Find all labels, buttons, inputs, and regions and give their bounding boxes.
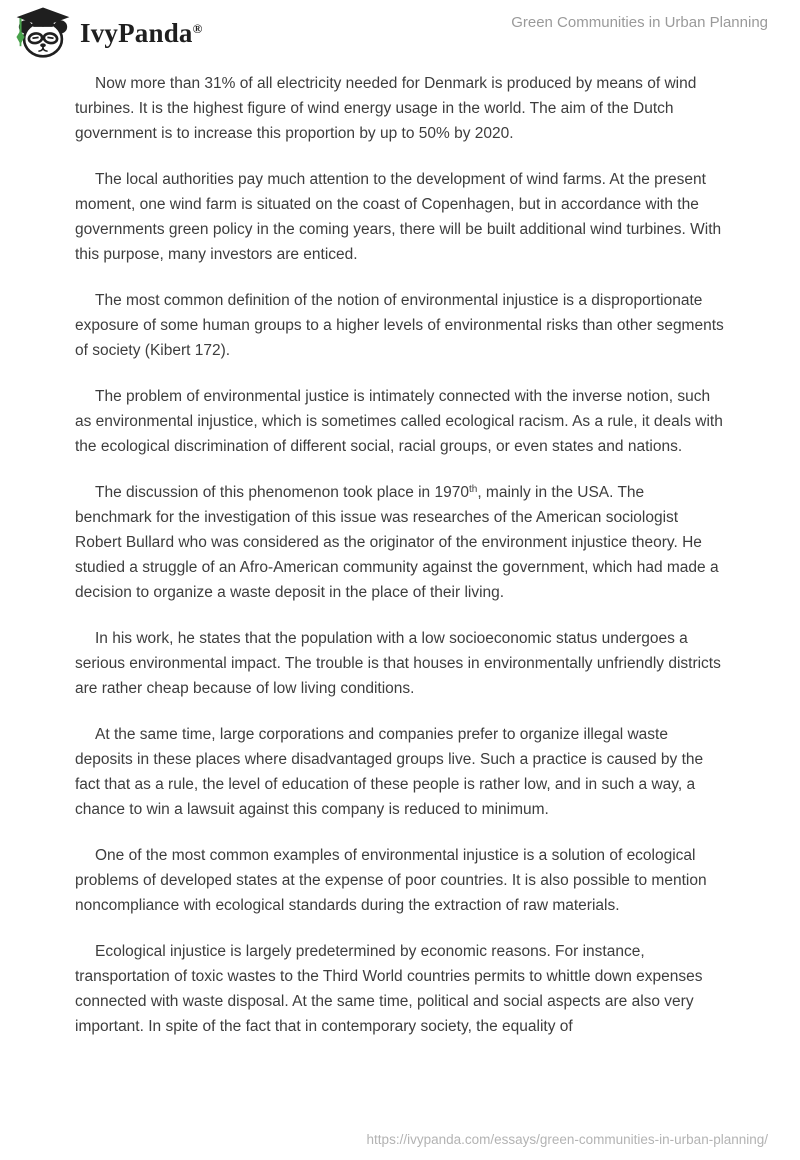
paragraph-5-text-before: The discussion of this phenomenon took place in 1970 [95, 484, 469, 501]
paragraph-3: The most common definition of the notion of environmental injustice is a disproportionate exposure of some human groups to a higher levels of environmental risks than other segments of society (Kibert 172). [75, 292, 724, 359]
paragraph-8: One of the most common examples of environmental injustice is a solution of ecological problems of developed states at the expense of poor countries. It is also possible to mention noncompliance with ecological standards during the extraction of raw materials. [75, 847, 707, 914]
brand-name [80, 17, 203, 48]
brand-text: IvyPanda [80, 17, 193, 48]
panda-graduate-icon [14, 5, 72, 61]
paragraph-1: Now more than 31% of all electricity needed for Denmark is produced by means of wind turbines. It is the highest figure of wind energy usage in the world. The aim of the Dutch government is to increase this proportion by up to 50% by 2020. [75, 75, 697, 142]
paragraph-4: The problem of environmental justice is intimately connected with the inverse notion, such as environmental injustice, which is sometimes called ecological racism. As a rule, it deals with the ecological discrimination of different social, racial groups, or even states and nations. [75, 388, 723, 455]
source-url: https://ivypanda.com/essays/green-communities-in-urban-planning/ [366, 1132, 768, 1147]
paragraph-7: At the same time, large corporations and companies prefer to organize illegal waste deposits in these places where disadvantaged groups live. Such a practice is caused by the fact that as a rule, the level of education of these people is rather low, and in such a way, a chance to win a lawsuit against this company is reduced to minimum. [75, 726, 704, 818]
paragraph-5-text-after: , mainly in the USA. The benchmark for the investigation of this issue was researches of the American sociologist Robert Bullard who was considered as the originator of the environment injustice theory. He studied a struggle of an Afro-American community against the government, which had made a decision to organize a waste deposit in the place of their living. [75, 484, 719, 601]
paragraph-9: Ecological injustice is largely predetermined by economic reasons. For instance, transportation of toxic wastes to the Third World countries permits to whittle down expenses connected with waste disposal. At the same time, political and social aspects are also very important. In spite of the fact that in contemporary society, the equality of [75, 943, 703, 1035]
essay-content [75, 71, 725, 1060]
ordinal-superscript: th [468, 484, 478, 495]
document-title: Green Communities in Urban Planning [511, 14, 768, 31]
brand [14, 5, 203, 61]
paragraph-2: The local authorities pay much attention to the development of wind farms. At the present moment, one wind farm is situated on the coast of Copenhagen, but in accordance with the governments green policy in the coming years, there will be built additional wind turbines. With this purpose, many investors are enticed. [75, 171, 722, 263]
registered-mark: ® [192, 20, 203, 36]
paragraph-6: In his work, he states that the population with a low socioeconomic status undergoes a serious environmental impact. The trouble is that houses in environmentally unfriendly districts are rather cheap because of low living conditions. [75, 630, 721, 697]
paragraph-5 [75, 480, 725, 605]
